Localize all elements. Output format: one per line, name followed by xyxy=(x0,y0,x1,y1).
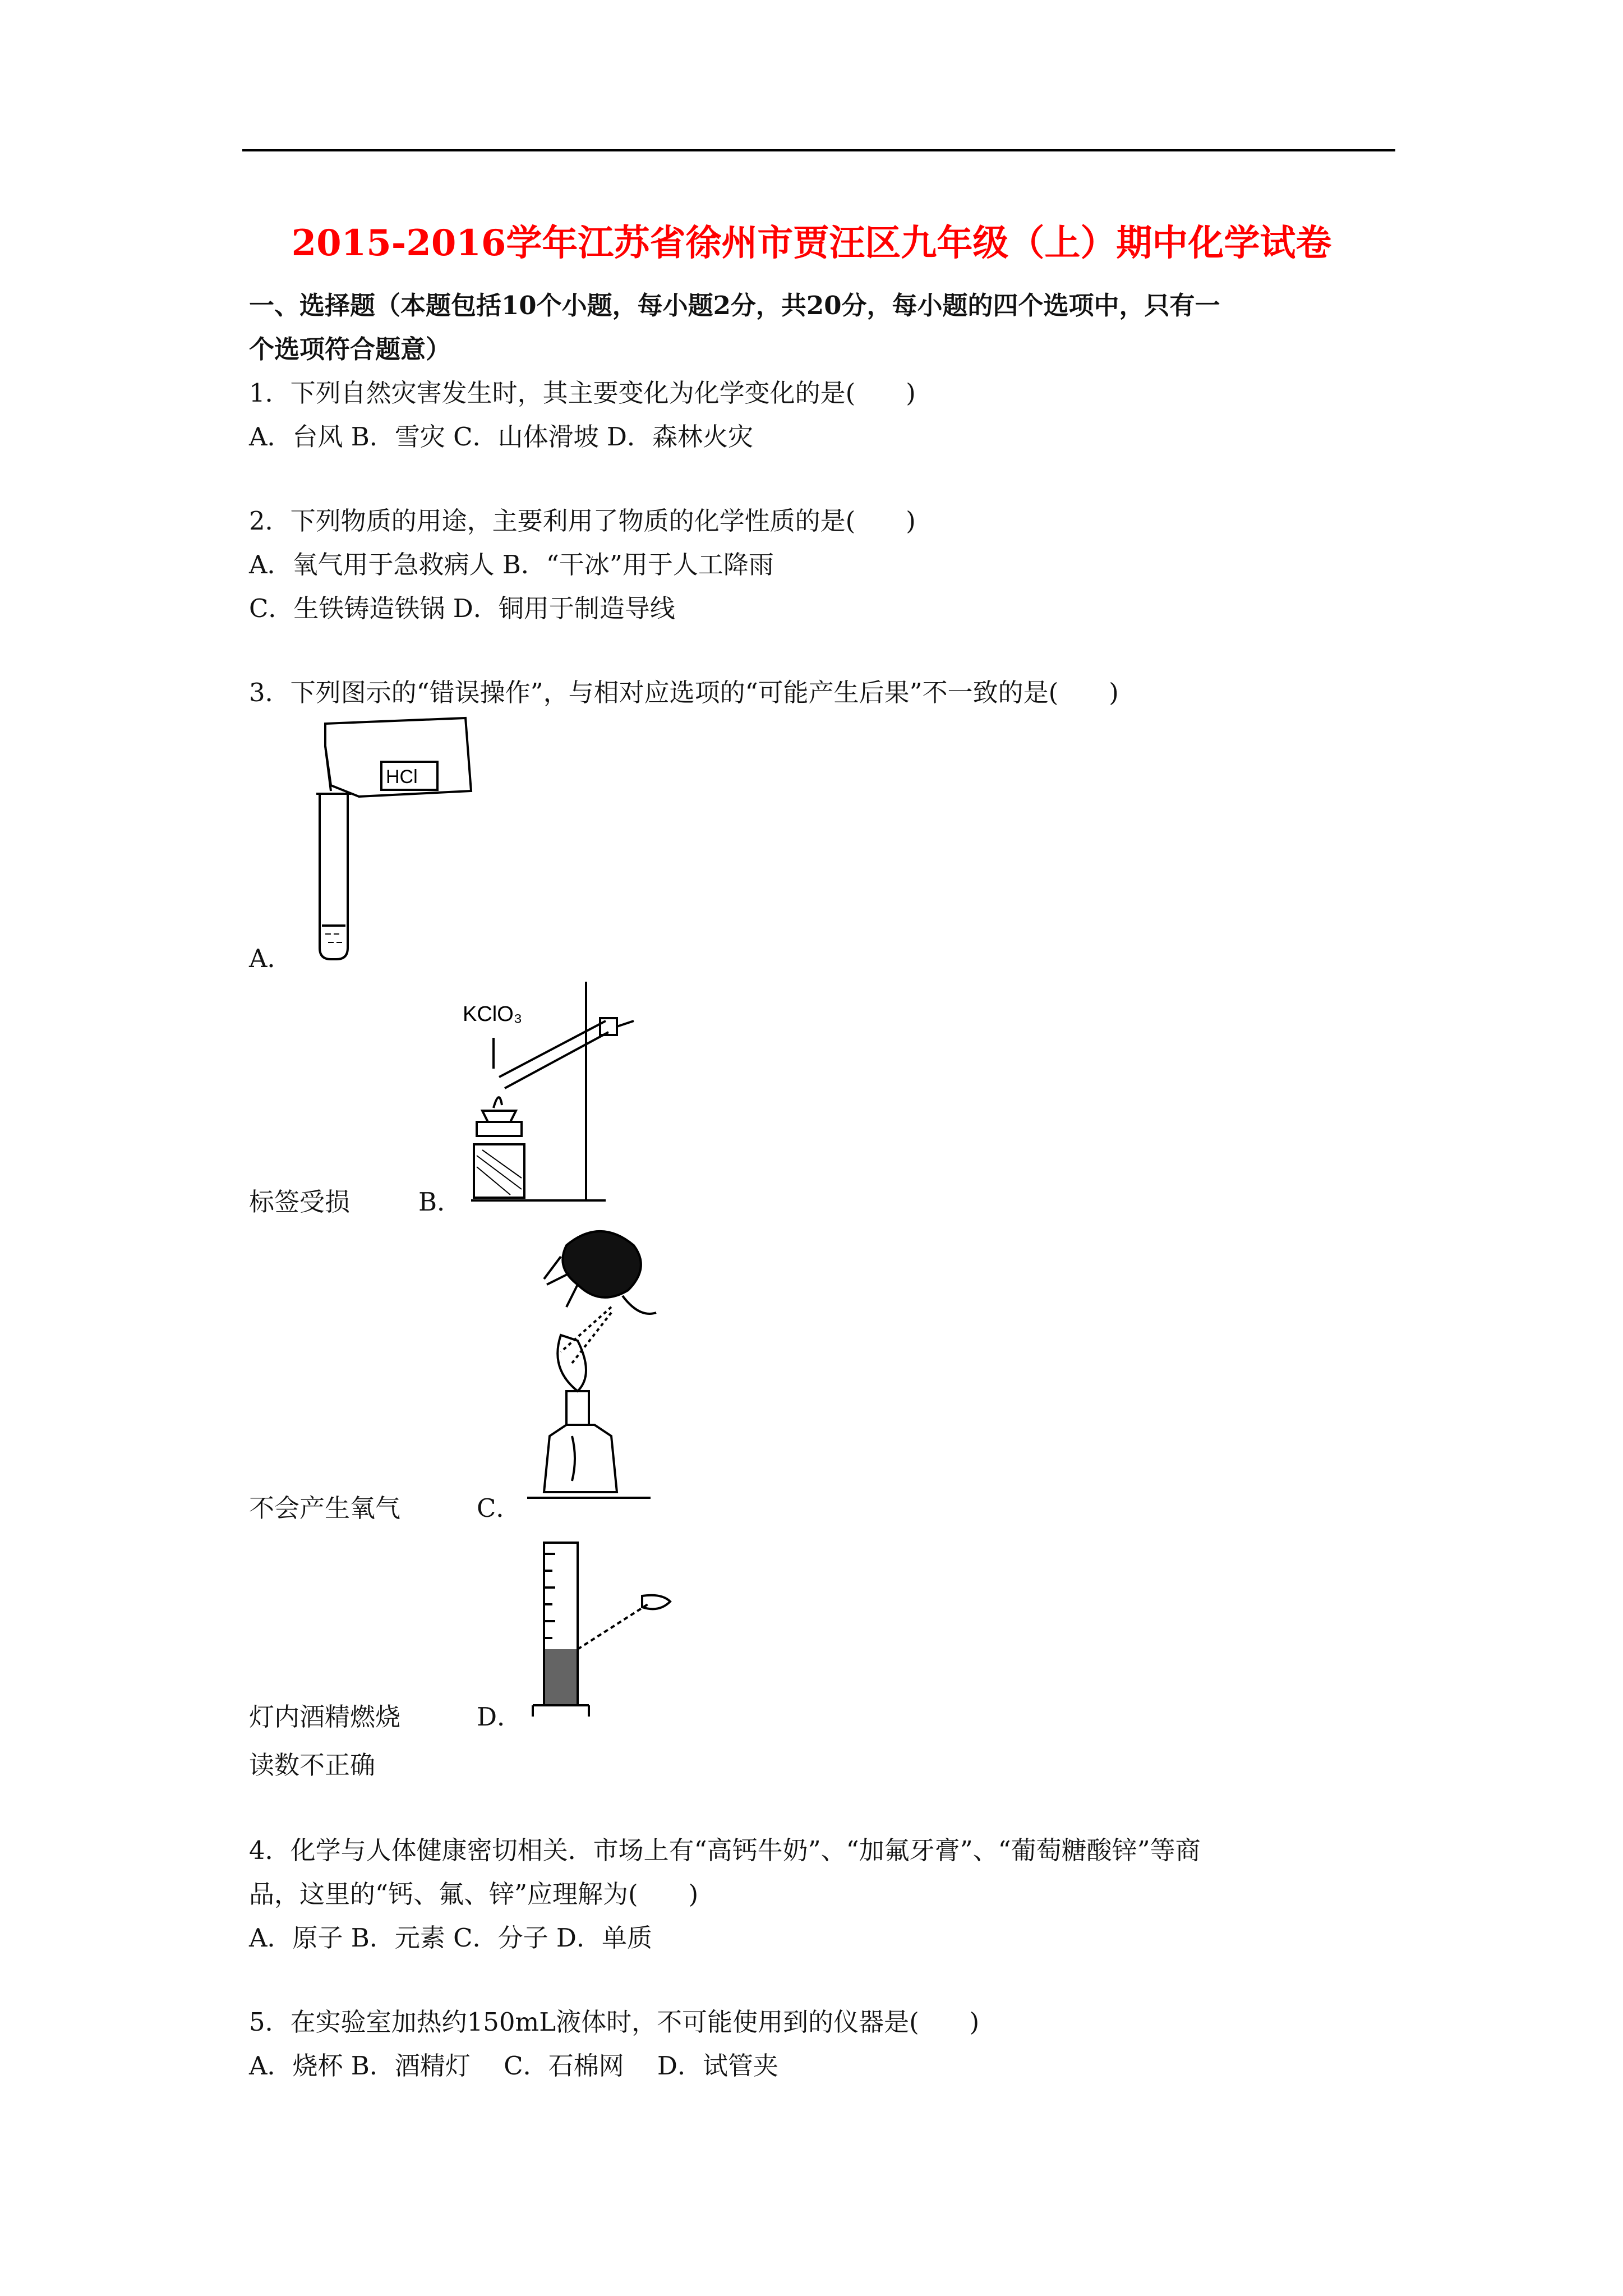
figure-c-lamp xyxy=(516,1223,707,1515)
question-3-stem: 3．下列图示的“错误操作”，与相对应选项的“可能产生后果”不一致的是( ) xyxy=(249,678,1119,707)
question-5-stem: 5．在实验室加热约150mL液体时，不可能使用到的仪器是( ) xyxy=(249,2007,980,2037)
option-3b-letter: B． xyxy=(418,1187,463,1217)
question-4-stem-line2: 品，这里的“钙、氟、锌”应理解为( ) xyxy=(249,1879,699,1909)
liquid-fill xyxy=(545,1649,577,1704)
option-3a-letter: A． xyxy=(249,944,293,973)
question-5-options: A．烧杯 B．酒精灯 C．石棉网 D．试管夹 xyxy=(249,2051,778,2081)
result-3b: 不会产生氧气 xyxy=(249,1493,401,1523)
header-rule xyxy=(242,149,1395,151)
question-4-options: A．原子 B．元素 C．分子 D．单质 xyxy=(249,1923,652,1953)
page-title: 2015-2016学年江苏省徐州市贾汪区九年级（上）期中化学试卷 xyxy=(291,222,1332,264)
question-2-options-line1: A．氧气用于急救病人 B．“干冰”用于人工降雨 xyxy=(249,550,774,579)
question-1-stem: 1．下列自然灾害发生时，其主要变化为化学变化的是( ) xyxy=(249,378,916,408)
figure-a-label: HCl xyxy=(386,766,418,788)
figure-a-pouring xyxy=(297,712,482,965)
option-3d-letter: D． xyxy=(477,1702,523,1732)
option-3c-letter: C． xyxy=(477,1493,522,1523)
figure-b-label: KClO₃ xyxy=(463,1002,523,1026)
question-2-options-line2: C．生铁铸造铁锅 D．铜用于制造导线 xyxy=(249,593,675,623)
section-heading-line2: 个选项符合题意） xyxy=(249,334,451,364)
result-3d: 读数不正确 xyxy=(249,1750,376,1780)
figure-d-cylinder xyxy=(522,1537,679,1728)
figure-b-heating xyxy=(460,976,645,1212)
section-heading-line1: 一、选择题（本题包括10个小题，每小题2分，共20分，每小题的四个选项中，只有一 xyxy=(249,291,1220,320)
question-4-stem-line1: 4．化学与人体健康密切相关．市场上有“高钙牛奶”、“加氟牙膏”、“葡萄糖酸锌”等商 xyxy=(249,1835,1201,1865)
result-3a: 标签受损 xyxy=(249,1187,351,1217)
question-1-options: A．台风 B．雪灾 C．山体滑坡 D．森林火灾 xyxy=(249,422,753,452)
result-3c: 灯内酒精燃烧 xyxy=(249,1702,401,1732)
question-2-stem: 2．下列物质的用途，主要利用了物质的化学性质的是( ) xyxy=(249,506,916,536)
